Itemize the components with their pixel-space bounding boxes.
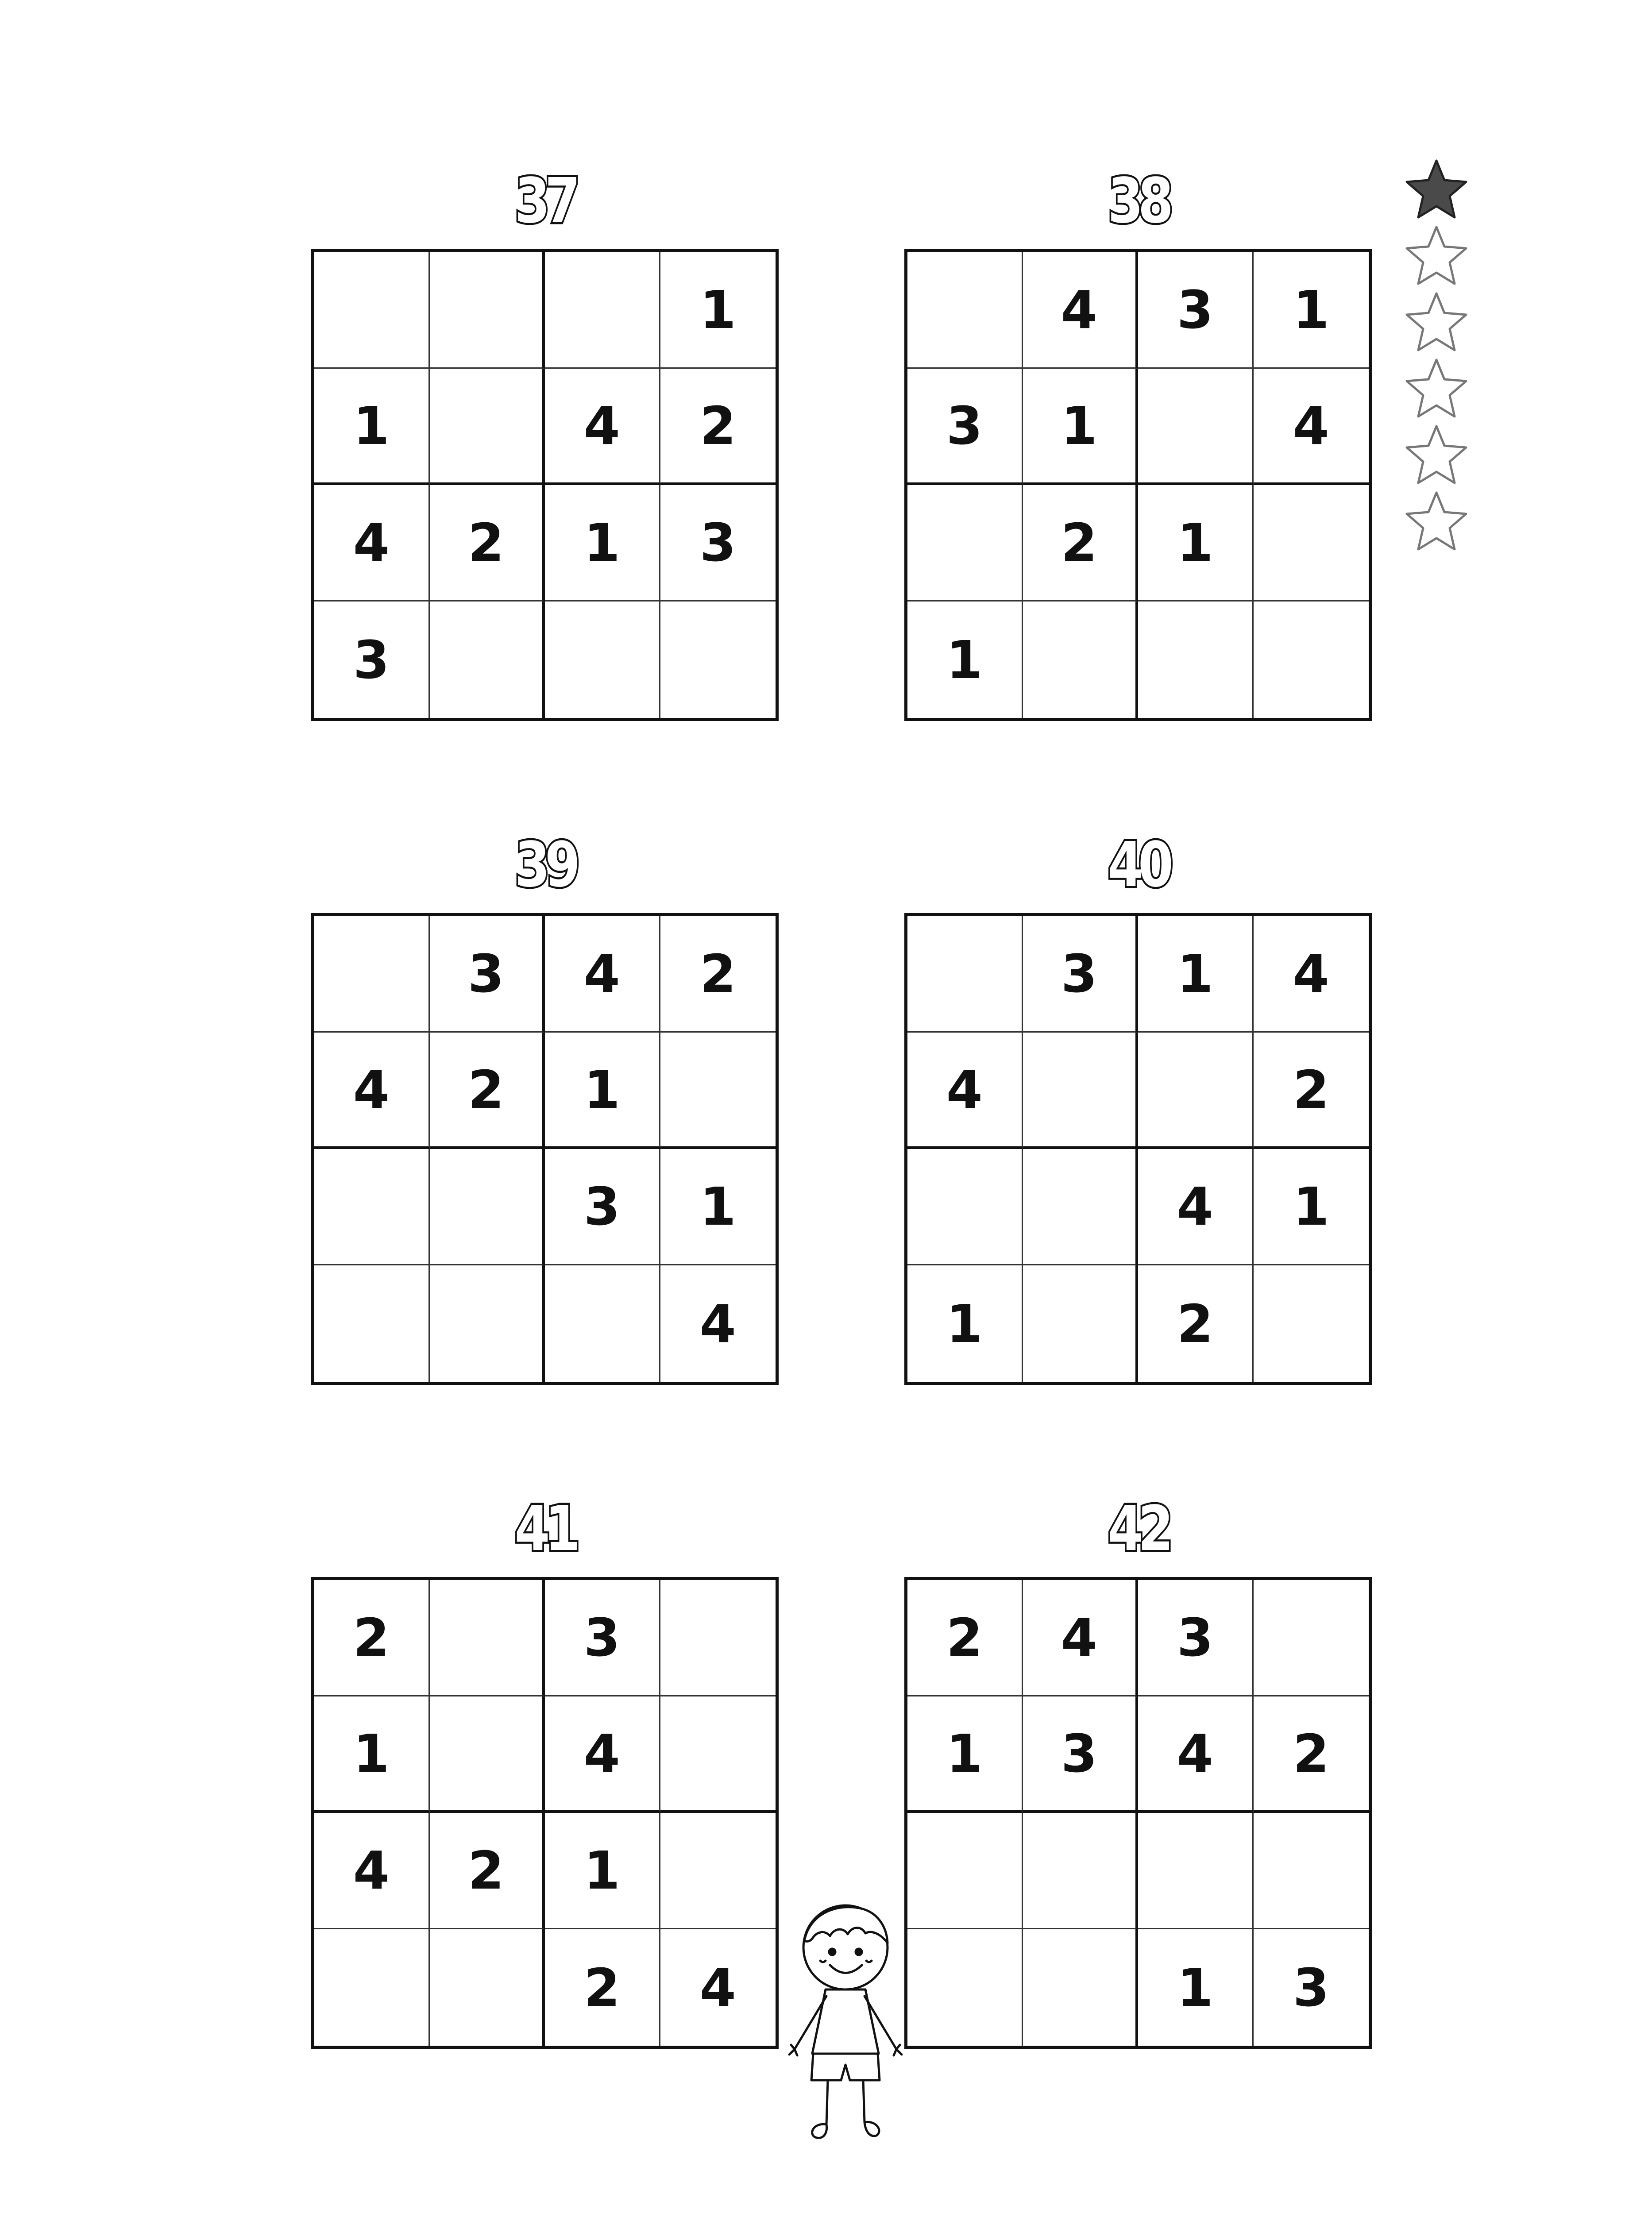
grid-cell[interactable] <box>907 252 1023 369</box>
grid-cell: 2 <box>430 1813 545 1929</box>
grid-cell: 1 <box>1254 1149 1369 1265</box>
grid-cell: 2 <box>1254 1696 1369 1813</box>
star-icon <box>1403 224 1470 290</box>
boy-cartoon-icon <box>786 1899 905 2147</box>
grid-cell[interactable] <box>1138 1033 1254 1149</box>
grid-cell[interactable] <box>314 1929 430 2046</box>
grid-cell[interactable] <box>1138 1813 1254 1929</box>
grid-cell: 2 <box>430 1033 545 1149</box>
grid-cell[interactable] <box>430 1265 545 1382</box>
star-icon <box>1403 423 1470 489</box>
grid-cell: 4 <box>545 369 660 485</box>
grid-cell: 1 <box>545 485 660 601</box>
grid-cell: 4 <box>1254 916 1369 1033</box>
grid-cell[interactable] <box>660 601 776 718</box>
star-icon <box>1403 157 1470 224</box>
grid-cell: 4 <box>699 1293 736 1354</box>
grid-cell[interactable] <box>314 1265 430 1382</box>
grid-cell[interactable] <box>314 916 430 1033</box>
grid-cell[interactable] <box>1254 485 1369 601</box>
sudoku-grid <box>311 1577 779 2049</box>
sudoku-grid <box>904 913 1372 1385</box>
puzzle-number: 37 <box>514 165 575 237</box>
grid-cell[interactable] <box>430 601 545 718</box>
grid-cell[interactable] <box>1254 1580 1369 1696</box>
grid-cell: 4 <box>314 1033 430 1149</box>
grid-cell: 1 <box>1138 1929 1254 2046</box>
grid-cell: 3 <box>660 485 776 601</box>
grid-cell: 4 <box>907 1033 1023 1149</box>
grid-cell: 1 <box>545 1033 660 1149</box>
grid-cell[interactable] <box>1023 1929 1139 2046</box>
grid-cell: 4 <box>545 1696 660 1813</box>
grid-cell[interactable] <box>430 1929 545 2046</box>
grid-cell[interactable] <box>1023 601 1139 718</box>
grid-cell: 4 <box>314 485 430 601</box>
difficulty-rating <box>1403 157 1470 555</box>
grid-cell: 1 <box>907 1696 1023 1813</box>
grid-cell[interactable] <box>907 1929 1023 2046</box>
sudoku-grid <box>311 249 779 721</box>
grid-cell: 1 <box>907 601 1023 718</box>
grid-cell[interactable] <box>545 252 660 369</box>
grid-cell[interactable] <box>1254 1813 1369 1929</box>
grid-cell[interactable] <box>1254 601 1369 718</box>
puzzle-number: 40 <box>1108 829 1169 901</box>
grid-cell: 3 <box>430 916 545 1033</box>
grid-cell[interactable] <box>907 485 1023 601</box>
grid-cell[interactable] <box>545 1265 660 1382</box>
grid-cell: 3 <box>1293 1957 1329 2018</box>
grid-cell[interactable] <box>907 916 1023 1033</box>
star-icon <box>1403 290 1470 356</box>
grid-cell: 1 <box>660 1149 776 1265</box>
grid-cell: 1 <box>314 369 430 485</box>
grid-cell[interactable] <box>430 1580 545 1696</box>
grid-cell: 2 <box>1138 1265 1254 1382</box>
grid-cell[interactable] <box>1023 1265 1139 1382</box>
grid-cell: 1 <box>1254 252 1369 369</box>
grid-cell[interactable] <box>1254 1265 1369 1382</box>
grid-cell[interactable] <box>1138 369 1254 485</box>
grid-cell: 3 <box>545 1580 660 1696</box>
grid-cell[interactable] <box>430 1696 545 1813</box>
grid-cell: 3 <box>545 1149 660 1265</box>
grid-cell: 2 <box>907 1580 1023 1696</box>
grid-cell[interactable] <box>1023 1149 1139 1265</box>
grid-cell: 3 <box>314 601 430 718</box>
grid-cell[interactable] <box>1023 1813 1139 1929</box>
grid-cell: 1 <box>1138 916 1254 1033</box>
puzzle-number: 38 <box>1108 165 1169 237</box>
grid-cell[interactable] <box>314 252 430 369</box>
grid-cell[interactable] <box>907 1149 1023 1265</box>
grid-cell: 3 <box>1138 1580 1254 1696</box>
grid-cell[interactable] <box>660 1033 776 1149</box>
sudoku-grid <box>904 1577 1372 2049</box>
grid-cell: 1 <box>1023 369 1139 485</box>
grid-cell: 3 <box>907 369 1023 485</box>
grid-cell: 4 <box>314 1813 430 1929</box>
grid-cell: 2 <box>430 485 545 601</box>
grid-cell: 4 <box>1254 369 1369 485</box>
grid-cell: 1 <box>545 1813 660 1929</box>
sudoku-grid <box>904 249 1372 721</box>
grid-cell: 3 <box>1138 252 1254 369</box>
star-icon <box>1403 489 1470 555</box>
grid-cell[interactable] <box>430 369 545 485</box>
grid-cell: 2 <box>545 1929 660 2046</box>
grid-cell[interactable] <box>1138 601 1254 718</box>
grid-cell[interactable] <box>1023 1033 1139 1149</box>
grid-cell: 3 <box>1023 916 1139 1033</box>
grid-cell[interactable] <box>660 1813 776 1929</box>
grid-cell: 4 <box>1023 1580 1139 1696</box>
grid-cell: 4 <box>1138 1149 1254 1265</box>
grid-cell: 3 <box>1023 1696 1139 1813</box>
grid-cell: 1 <box>660 252 776 369</box>
grid-cell[interactable] <box>660 1580 776 1696</box>
puzzle-number: 42 <box>1108 1493 1169 1565</box>
grid-cell: 4 <box>1023 252 1139 369</box>
grid-cell: 1 <box>907 1265 1023 1382</box>
grid-cell: 2 <box>660 369 776 485</box>
star-icon <box>1403 356 1470 423</box>
grid-cell: 2 <box>1023 485 1139 601</box>
grid-cell[interactable] <box>907 1813 1023 1929</box>
grid-cell: 4 <box>699 1957 736 2018</box>
grid-cell: 1 <box>1138 485 1254 601</box>
grid-cell: 4 <box>545 916 660 1033</box>
grid-cell[interactable] <box>314 1149 430 1265</box>
puzzle-number: 41 <box>514 1493 575 1565</box>
grid-cell: 2 <box>314 1580 430 1696</box>
grid-cell[interactable] <box>660 1696 776 1813</box>
grid-cell[interactable] <box>430 252 545 369</box>
grid-cell: 2 <box>1254 1033 1369 1149</box>
sudoku-grid <box>311 913 779 1385</box>
grid-cell: 4 <box>1138 1696 1254 1813</box>
grid-cell[interactable] <box>545 601 660 718</box>
grid-cell[interactable] <box>430 1149 545 1265</box>
grid-cell: 1 <box>314 1696 430 1813</box>
puzzle-number: 39 <box>514 829 575 901</box>
grid-cell: 2 <box>660 916 776 1033</box>
